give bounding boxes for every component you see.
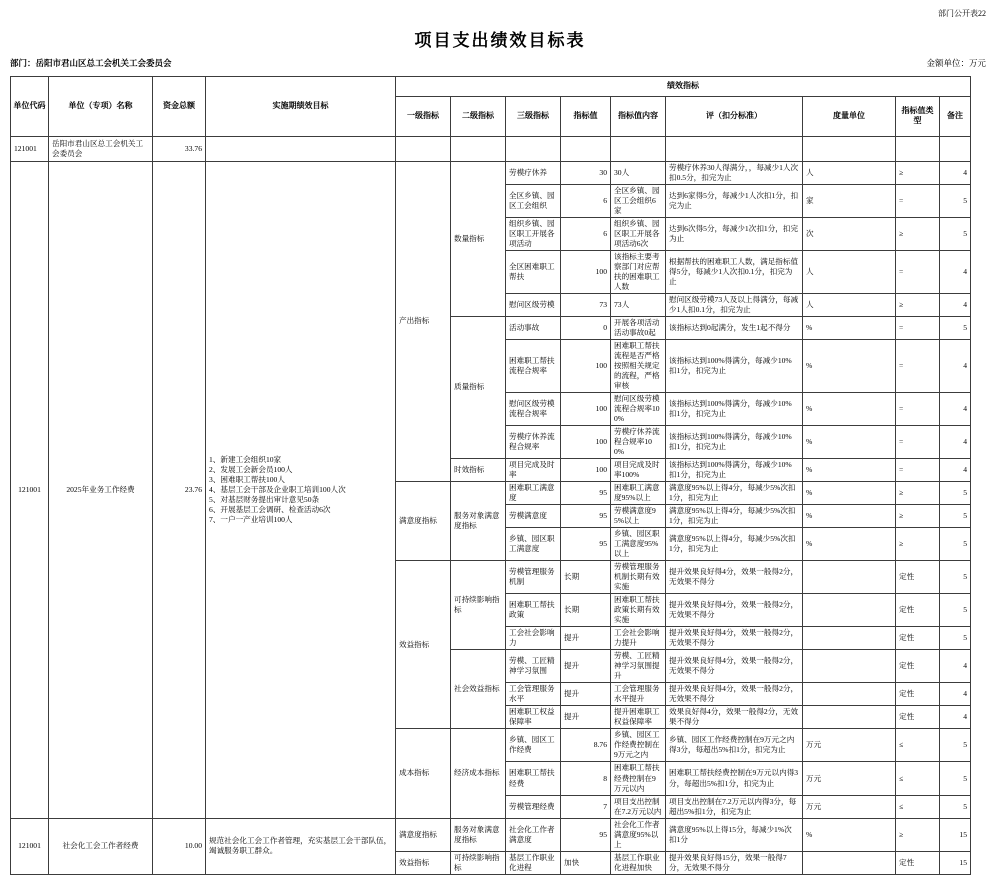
cell-value-content: 劳模、工匠精神学习氛围提升 — [611, 650, 666, 683]
cell-value-type: ≤ — [896, 762, 940, 795]
cell-l3: 慰问区级劳模流程合规率 — [506, 392, 561, 425]
cell-value-content: 基层工作职业化进程加快 — [611, 851, 666, 874]
col-perf-group: 绩效指标 — [396, 77, 971, 97]
cell-remark: 5 — [940, 184, 971, 217]
cell-l3: 全区乡镇、园区工会组织 — [506, 184, 561, 217]
cell-l1: 满意度指标 — [396, 482, 451, 561]
cell-score-rule: 达到6家得5分，每减少1人次扣1分，扣完为止 — [666, 184, 803, 217]
cell-value-type: = — [896, 392, 940, 425]
cell-remark: 4 — [940, 293, 971, 316]
cell-unit: 万元 — [803, 729, 896, 762]
cell-l1: 效益指标 — [396, 851, 451, 874]
cell-score-rule: 劳模疗休养30人得满分，，每减少1人次扣0.5分，扣完为止 — [666, 161, 803, 184]
cell-value-content: 乡镇、园区职工满意度95%以上 — [611, 528, 666, 561]
cell-value: 95 — [561, 482, 611, 505]
cell-unit: % — [803, 482, 896, 505]
cell-value-type: 定性 — [896, 851, 940, 874]
meta-row — [10, 57, 986, 69]
cell-value: 8 — [561, 762, 611, 795]
target-line: 1、新建工会组织10家 — [209, 454, 282, 464]
cell-l3: 困难职工帮扶政策 — [506, 594, 561, 627]
amount-unit-label: 金额单位：万元 — [926, 58, 986, 68]
cell-score-rule: 提升效果良好得4分，效果一般得2分，无效果不得分 — [666, 594, 803, 627]
cell-remark: 5 — [940, 762, 971, 795]
cell-empty — [396, 136, 451, 161]
cell-value-content: 困难职工帮扶流程是否严格按照相关规定的流程，严格审核 — [611, 339, 666, 392]
table-row — [11, 136, 971, 161]
cell-score-rule: 提升效果良好得4分，效果一般得2分，无效果不得分 — [666, 627, 803, 650]
cell-remark: 5 — [940, 594, 971, 627]
cell-remark: 4 — [940, 392, 971, 425]
header-group-row — [11, 77, 971, 97]
cell-value-content: 劳模管理服务机制长期有效实施 — [611, 561, 666, 594]
cell-empty — [611, 136, 666, 161]
cell-empty — [561, 136, 611, 161]
cell-value-type: ≥ — [896, 505, 940, 528]
cell-unit: 万元 — [803, 762, 896, 795]
cell-score-rule: 困难职工帮扶经费控制在9万元以内得3分，每超出5%扣1分，扣完为止 — [666, 762, 803, 795]
col-remark: 备注 — [940, 96, 971, 136]
cell-l3: 困难职工满意度 — [506, 482, 561, 505]
cell-value-type: ≤ — [896, 729, 940, 762]
department-label: 部门：岳阳市君山区总工会机关工会委员会 — [10, 58, 172, 68]
cell-unit: 人 — [803, 250, 896, 293]
cell-remark: 5 — [940, 217, 971, 250]
performance-target-table — [10, 76, 971, 875]
target-line: 7、一户一产业培训100人 — [209, 514, 293, 524]
cell-score-rule: 该指标达到100%得满分，每减少10%扣1分，扣完为止 — [666, 459, 803, 482]
cell-remark: 5 — [940, 561, 971, 594]
cell-value-type: = — [896, 184, 940, 217]
cell-empty — [896, 136, 940, 161]
cell-l3: 困难职工帮扶经费 — [506, 762, 561, 795]
cell-period-target — [206, 136, 396, 161]
cell-value: 73 — [561, 293, 611, 316]
cell-remark: 5 — [940, 505, 971, 528]
cell-value-type: 定性 — [896, 650, 940, 683]
cell-value-content: 社会化工作者满意度95%以上 — [611, 818, 666, 851]
cell-value-type: = — [896, 316, 940, 339]
cell-unit: % — [803, 426, 896, 459]
cell-value-type: ≥ — [896, 482, 940, 505]
cell-value-content: 项目完成及时率100% — [611, 459, 666, 482]
cell-value: 30 — [561, 161, 611, 184]
cell-unit: 人 — [803, 161, 896, 184]
cell-value-content: 73人 — [611, 293, 666, 316]
col-unit-code: 单位代码 — [11, 77, 49, 137]
cell-unit: 人 — [803, 293, 896, 316]
cell-unit-code: 121001 — [11, 136, 49, 161]
cell-value-type: ≥ — [896, 161, 940, 184]
cell-value-type: 定性 — [896, 706, 940, 729]
cell-value-content: 开展各项活动活动事故0起 — [611, 316, 666, 339]
cell-score-rule: 该指标达到100%得满分，每减少10%扣1分，扣完为止 — [666, 339, 803, 392]
cell-l3: 困难职工权益保障率 — [506, 706, 561, 729]
cell-unit-code: 121001 — [11, 161, 49, 818]
cell-value: 95 — [561, 505, 611, 528]
cell-value-content: 困难职工帮扶经费控制在9万元以内 — [611, 762, 666, 795]
cell-score-rule: 该指标达到100%得满分，每减少10%扣1分，扣完为止 — [666, 392, 803, 425]
cell-l3: 工会社会影响力 — [506, 627, 561, 650]
cell-value-content: 劳模疗休养流程合规率100% — [611, 426, 666, 459]
cell-unit-name: 岳阳市君山区总工会机关工会委员会 — [49, 136, 153, 161]
target-line: 2、发展工会新会员100人 — [209, 464, 293, 474]
target-line: 4、基层工会干部及企业职工培训100人次 — [209, 484, 346, 494]
cell-value-content: 组织乡镇、园区职工开展各项活动6次 — [611, 217, 666, 250]
cell-score-rule: 提升效果良好得4分，效果一般得2分，无效果不得分 — [666, 561, 803, 594]
cell-value-type: ≥ — [896, 528, 940, 561]
cell-score-rule: 根据帮扶的困难职工人数，满足指标值得5分，每减少1人次扣0.1分，扣完为止 — [666, 250, 803, 293]
cell-empty — [803, 136, 896, 161]
cell-unit: % — [803, 528, 896, 561]
table-row — [11, 818, 971, 851]
cell-unit: 家 — [803, 184, 896, 217]
col-value-type: 指标值类型 — [896, 96, 940, 136]
cell-l1: 效益指标 — [396, 561, 451, 729]
cell-l3: 劳模疗休养流程合规率 — [506, 426, 561, 459]
cell-value: 95 — [561, 528, 611, 561]
cell-l3: 困难职工帮扶流程合规率 — [506, 339, 561, 392]
cell-value-type: = — [896, 250, 940, 293]
cell-score-rule: 提升效果良好得15分，效果一般得7分，无效果不得分 — [666, 851, 803, 874]
cell-score-rule: 满意度95%以上得4分，每减少5%次扣1分，扣完为止 — [666, 505, 803, 528]
cell-value-type: ≥ — [896, 217, 940, 250]
cell-unit-name: 2025年业务工作经费 — [49, 161, 153, 818]
cell-value-content: 30人 — [611, 161, 666, 184]
cell-unit-name: 社会化工会工作者经费 — [49, 818, 153, 874]
cell-l3: 活动事故 — [506, 316, 561, 339]
cell-unit — [803, 851, 896, 874]
cell-fund: 33.76 — [153, 136, 206, 161]
cell-unit: % — [803, 392, 896, 425]
cell-value-content: 困难职工满意度95%以上 — [611, 482, 666, 505]
col-l3: 三级指标 — [506, 96, 561, 136]
cell-unit: % — [803, 459, 896, 482]
cell-unit: 次 — [803, 217, 896, 250]
cell-score-rule: 慰问区级劳模73人及以上得满分，每减少1人扣0.1分，扣完为止 — [666, 293, 803, 316]
cell-score-rule: 项目支出控制在7.2万元以内得3分，每超出5%扣1分，扣完为止 — [666, 795, 803, 818]
cell-unit: 万元 — [803, 795, 896, 818]
cell-value-content: 该指标主要考察部门对应帮扶的困难职工人数 — [611, 250, 666, 293]
cell-value: 100 — [561, 339, 611, 392]
cell-value-type: 定性 — [896, 683, 940, 706]
cell-remark: 4 — [940, 459, 971, 482]
cell-period-target: 规范社会化工会工作者管理，充实基层工会干部队伍，竭诚服务职工群众。 — [206, 818, 396, 874]
col-score-rule: 评（扣分标准） — [666, 96, 803, 136]
cell-unit-code: 121001 — [11, 818, 49, 874]
cell-unit: % — [803, 818, 896, 851]
cell-l3: 劳模满意度 — [506, 505, 561, 528]
cell-value: 8.76 — [561, 729, 611, 762]
cell-l2: 可持续影响指标 — [451, 851, 506, 874]
cell-value-type: ≥ — [896, 293, 940, 316]
cell-value: 提升 — [561, 683, 611, 706]
cell-unit — [803, 650, 896, 683]
cell-l3: 乡镇、园区工作经费 — [506, 729, 561, 762]
cell-remark: 5 — [940, 316, 971, 339]
cell-unit — [803, 561, 896, 594]
cell-value-content: 乡镇、园区工作经费控制在9万元之内 — [611, 729, 666, 762]
cell-value-type: 定性 — [896, 627, 940, 650]
cell-value-content: 慰问区级劳模流程合规率100% — [611, 392, 666, 425]
cell-remark: 5 — [940, 729, 971, 762]
cell-value-content: 全区乡镇、园区工会组织6家 — [611, 184, 666, 217]
col-value: 指标值 — [561, 96, 611, 136]
cell-l1: 满意度指标 — [396, 818, 451, 851]
cell-unit: % — [803, 339, 896, 392]
cell-score-rule: 效果良好得4分，效果一般得2分，无效果不得分 — [666, 706, 803, 729]
cell-fund: 10.00 — [153, 818, 206, 874]
cell-l3: 项目完成及时率 — [506, 459, 561, 482]
cell-l3: 乡镇、园区职工满意度 — [506, 528, 561, 561]
cell-unit — [803, 627, 896, 650]
cell-unit — [803, 706, 896, 729]
cell-l2: 可持续影响指标 — [451, 561, 506, 650]
cell-unit: % — [803, 505, 896, 528]
cell-l3: 劳模、工匠精神学习氛围 — [506, 650, 561, 683]
table-row — [11, 161, 971, 184]
cell-value-content: 工会社会影响力提升 — [611, 627, 666, 650]
col-value-content: 指标值内容 — [611, 96, 666, 136]
cell-value: 100 — [561, 426, 611, 459]
corner-note: 部门公开表22 — [938, 9, 986, 18]
page-title: 项目支出绩效目标表 — [414, 31, 586, 50]
cell-l2: 服务对象满意度指标 — [451, 818, 506, 851]
cell-value-type: = — [896, 459, 940, 482]
cell-value-type: 定性 — [896, 594, 940, 627]
cell-l1: 产出指标 — [396, 161, 451, 481]
cell-empty — [451, 136, 506, 161]
cell-empty — [940, 136, 971, 161]
cell-score-rule: 乡镇、园区工作经费控制在9万元之内得3分，每超出5%扣1分，扣完为止 — [666, 729, 803, 762]
cell-value: 提升 — [561, 650, 611, 683]
cell-value: 7 — [561, 795, 611, 818]
cell-l3: 全区困难职工帮扶 — [506, 250, 561, 293]
col-total-fund: 资金总额 — [153, 77, 206, 137]
cell-period-target — [206, 161, 396, 818]
cell-value: 100 — [561, 250, 611, 293]
cell-l3: 劳模疗休养 — [506, 161, 561, 184]
cell-value-type: ≤ — [896, 795, 940, 818]
cell-remark: 4 — [940, 706, 971, 729]
cell-score-rule: 该指标达到100%得满分，每减少10%扣1分，扣完为止 — [666, 426, 803, 459]
col-period-target: 实施期绩效目标 — [206, 77, 396, 137]
cell-value: 提升 — [561, 706, 611, 729]
cell-value: 0 — [561, 316, 611, 339]
cell-value-content: 提升困难职工权益保障率 — [611, 706, 666, 729]
cell-value-content: 困难职工帮扶政策长期有效实施 — [611, 594, 666, 627]
cell-l3: 工会管理服务水平 — [506, 683, 561, 706]
cell-value-content: 劳模满意度95%以上 — [611, 505, 666, 528]
cell-l2: 服务对象满意度指标 — [451, 482, 506, 561]
cell-value: 长期 — [561, 594, 611, 627]
cell-l3: 基层工作职业化进程 — [506, 851, 561, 874]
col-l2: 二级指标 — [451, 96, 506, 136]
cell-score-rule: 提升效果良好得4分，效果一般得2分，无效果不得分 — [666, 650, 803, 683]
cell-empty — [666, 136, 803, 161]
cell-remark: 5 — [940, 482, 971, 505]
cell-remark: 5 — [940, 528, 971, 561]
cell-remark: 5 — [940, 627, 971, 650]
cell-remark: 4 — [940, 250, 971, 293]
cell-value: 加快 — [561, 851, 611, 874]
cell-remark: 15 — [940, 851, 971, 874]
cell-l2: 经济成本指标 — [451, 729, 506, 818]
cell-value: 长期 — [561, 561, 611, 594]
col-l1: 一级指标 — [396, 96, 451, 136]
cell-unit — [803, 594, 896, 627]
cell-fund: 23.76 — [153, 161, 206, 818]
target-line: 6、开展基层工会调研、检查活动6次 — [209, 504, 331, 514]
cell-remark: 4 — [940, 339, 971, 392]
cell-value-type: = — [896, 426, 940, 459]
cell-l1: 成本指标 — [396, 729, 451, 818]
cell-value: 100 — [561, 392, 611, 425]
cell-value: 100 — [561, 459, 611, 482]
cell-l2: 社会效益指标 — [451, 650, 506, 729]
cell-remark: 4 — [940, 683, 971, 706]
cell-l2: 质量指标 — [451, 316, 506, 458]
cell-score-rule: 满意度95%以上得4分，每减少5%次扣1分，扣完为止 — [666, 482, 803, 505]
cell-value-content: 项目支出控制在7.2万元以内 — [611, 795, 666, 818]
cell-l3: 劳模管理服务机制 — [506, 561, 561, 594]
cell-empty — [506, 136, 561, 161]
cell-remark: 4 — [940, 161, 971, 184]
col-unit-name: 单位（专项）名称 — [49, 77, 153, 137]
cell-l2: 时效指标 — [451, 459, 506, 482]
cell-l3: 组织乡镇、园区职工开展各项活动 — [506, 217, 561, 250]
cell-remark: 4 — [940, 426, 971, 459]
cell-value: 提升 — [561, 627, 611, 650]
cell-value-type: ≥ — [896, 818, 940, 851]
cell-score-rule: 满意度95%以上得15分，每减少1%次扣1分 — [666, 818, 803, 851]
cell-l3: 慰问区级劳模 — [506, 293, 561, 316]
cell-unit: % — [803, 316, 896, 339]
col-unit: 度量单位 — [803, 96, 896, 136]
cell-remark: 15 — [940, 818, 971, 851]
cell-l3: 社会化工作者满意度 — [506, 818, 561, 851]
cell-score-rule: 提升效果良好得4分，效果一般得2分，无效果不得分 — [666, 683, 803, 706]
cell-l2: 数量指标 — [451, 161, 506, 316]
cell-value-type: = — [896, 339, 940, 392]
cell-value: 6 — [561, 184, 611, 217]
cell-unit — [803, 683, 896, 706]
cell-remark: 4 — [940, 650, 971, 683]
cell-remark: 5 — [940, 795, 971, 818]
cell-score-rule: 该指标达到0起满分，发生1起不得分 — [666, 316, 803, 339]
cell-score-rule: 达到6次得5分，每减少1次扣1分，扣完为止 — [666, 217, 803, 250]
target-line: 3、困难职工帮扶100人 — [209, 474, 285, 484]
cell-value-content: 工会管理服务水平提升 — [611, 683, 666, 706]
cell-l3: 劳模管理经费 — [506, 795, 561, 818]
cell-value: 95 — [561, 818, 611, 851]
cell-score-rule: 满意度95%以上得4分，每减少5%次扣1分，扣完为止 — [666, 528, 803, 561]
cell-value-type: 定性 — [896, 561, 940, 594]
target-line: 5、对基层财务提出审计意见50条 — [209, 494, 320, 504]
cell-value: 6 — [561, 217, 611, 250]
